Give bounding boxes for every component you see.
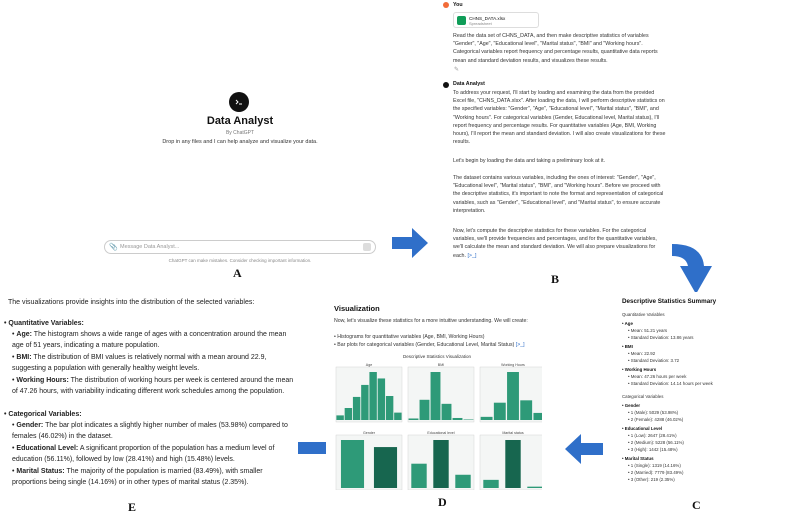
assistant-paragraph-2: Let's begin by loading the data and taking a preliminary look at it. <box>453 158 606 164</box>
bmi-sd: • Standard Deviation: 3.72 <box>628 358 680 363</box>
chart-bar <box>527 487 542 488</box>
panel-label-d: D <box>438 495 447 509</box>
assistant-paragraph-1: To address your request, I'll start by loading and examining the data from the provided Excel file, "CHNS_DATA.xlsx". After loading the data, I will perform descriptive statistics on the specified variables: "Gender", "Age", "Educational level", "Marital status", "BMI", and "Working hours". For categorical variables (Gender, Educational level, Marital status), I'll report frequency and percentage results. For quantitative variables (Age, BMI, Working hours), I'll report the mean and standard deviation. I will also create visualizations for these results. <box>453 90 666 146</box>
file-name: CHNS_DATA.xlsx <box>469 16 506 21</box>
gender-2: • 2 (Female): 4288 (46.02%) <box>628 417 684 422</box>
arrow-a-to-b-icon <box>392 228 428 258</box>
chart-bar <box>336 415 343 420</box>
chart-bar <box>453 418 463 420</box>
file-type: Spreadsheet <box>469 21 492 26</box>
marital-1: • 1 (Single): 1319 (14.16%) <box>628 463 681 468</box>
chart-bar <box>483 480 498 488</box>
assistant-paragraph-4 <box>453 227 667 260</box>
gpt-title: Data Analyst <box>206 115 274 127</box>
chart-bar <box>433 440 448 488</box>
chart-bar <box>411 464 426 488</box>
panel-label-e: E <box>128 500 137 514</box>
chart-bar <box>341 440 364 488</box>
attach-paperclip-icon[interactable]: 📎 <box>109 244 118 251</box>
insights-marital: • Marital Status: The majority of the population is married (83.49%), with smaller proportions being single (14.16%) or in other types of marital status (2.35%). <box>12 468 263 487</box>
chart-subtitle: BMI <box>437 363 445 367</box>
chart-bar <box>455 475 470 488</box>
insights-cat-heading: • Categorical Variables: <box>4 411 82 418</box>
disclaimer-text: ChatGPT can make mistakes. Consider checking important information. <box>168 258 312 263</box>
insights-gender: • Gender: The bar plot indicates a slightly higher number of males (53.98%) compared to females (46.02%) in the dataset. <box>12 422 288 441</box>
code-link-button-d[interactable]: [>_] <box>515 342 525 348</box>
gender-1: • 1 (Male): 5029 (53.98%) <box>628 410 679 415</box>
message-input[interactable] <box>104 240 376 254</box>
chart-bar <box>394 413 401 420</box>
insights-education: • Educational Level: A significant proportion of the population has a medium level of education (56.11%), followed by low (28.41%) and high (15.48%) levels. <box>12 445 275 464</box>
summary-title: Descriptive Statistics Summary <box>622 298 717 305</box>
attached-file-card[interactable] <box>453 12 539 28</box>
chart-subtitle: Gender <box>363 431 375 435</box>
gpt-author: By ChatGPT <box>225 130 255 136</box>
chart-bar <box>374 447 397 488</box>
chart-subtitle: Marital status <box>502 431 524 435</box>
insights-age: • Age: The histogram shows a wide range of ages with a concentration around the mean age of 51 years, indicating a mature population. <box>12 331 287 350</box>
user-avatar <box>443 2 449 8</box>
panel-b-conversation <box>438 0 670 286</box>
chart-frame <box>408 367 474 422</box>
user-name: You <box>453 2 463 8</box>
chart-bar <box>420 400 430 420</box>
marital-2: • 2 (Married): 7779 (83.49%) <box>628 470 684 475</box>
marital-3: • 3 (Other): 219 (2.35%) <box>628 477 675 482</box>
marital-label: • Marital Status <box>622 456 654 461</box>
code-link-button[interactable]: [>_] <box>467 252 477 259</box>
panel-d-visualization <box>310 298 560 509</box>
cat-heading: Categorical Variables <box>622 394 664 399</box>
chart-bar <box>409 418 419 420</box>
wh-mean: • Mean: 47.26 hours per week <box>628 374 687 379</box>
assistant-name: Data Analyst <box>453 81 485 87</box>
visualization-title: Visualization <box>334 304 380 313</box>
age-mean: • Mean: 51.21 years <box>628 328 668 333</box>
panel-label-b: B <box>551 272 560 286</box>
spreadsheet-icon <box>457 16 466 25</box>
chart-bar <box>361 385 368 420</box>
visualization-bullet-1: • Histograms for quantitative variables (Age, BMI, Working Hours) <box>334 334 485 340</box>
chart-bar <box>481 417 493 420</box>
chart-bar <box>533 413 542 420</box>
chart-subtitle: Age <box>365 363 373 367</box>
visualization-bullet-2: • Bar plots for categorical variables (Gender, Educational Level, Marital Status) [>_] <box>334 342 525 348</box>
descriptive-statistics-chart <box>332 352 542 490</box>
age-label: • Age <box>622 321 633 326</box>
chart-title: Descriptive Statistics Visualization <box>403 354 471 359</box>
assistant-avatar <box>443 82 449 88</box>
arrow-c-to-d-icon <box>565 434 603 464</box>
chart-bar <box>442 404 452 420</box>
panel-c-statistics-summary <box>612 292 800 520</box>
wh-label: • Working Hours <box>622 367 657 372</box>
message-placeholder: Message Data Analyst... <box>120 244 180 250</box>
chart-bar <box>386 396 393 420</box>
user-message: Read the data set of CHNS_DATA, and then make descriptive statistics of variables "Gender", "Age", "Educational level", "Marital status", "BMI" and "Working hours". Categorical variables report frequency and percentage results, quantitative data reports mean and standard deviation results, and visualizes these results. <box>453 33 658 64</box>
chart-bar <box>378 378 385 420</box>
assistant-paragraph-3: The dataset contains various variables, including the ones of interest: "Gender", "Age", "Educational level", "Marital status", "BMI", and "Working hours". Before we proceed with the descriptive statistics, it's important to note the format and representation of categorical variables, such as "Gender", "Educational level", and "Marital status", to ensure accurate interpretation. <box>453 175 664 214</box>
chart-bar <box>505 440 520 488</box>
chart-bar <box>464 419 474 420</box>
bmi-mean: • Mean: 22.92 <box>628 351 656 356</box>
arrow-b-to-c-icon <box>672 240 722 296</box>
assistant-paragraph-4-text: Now, let's compute the descriptive statistics for these variables. For the categorical variables, we'll provide frequencies and percentages, and for the quantitative variables, we'll calculate the mean and standard deviation. We will also prepare visualizations for each. <box>453 228 657 259</box>
panel-label-a: A <box>233 266 242 280</box>
chart-subtitle: Working Hours <box>501 363 525 367</box>
quant-heading: Quantitative Variables <box>622 312 665 317</box>
edu-label: • Educational Level <box>622 426 663 431</box>
chart-bar <box>431 372 441 420</box>
insights-quant-heading: • Quantitative Variables: <box>4 320 84 327</box>
bmi-label: • BMI <box>622 344 633 349</box>
insights-working-hours: • Working Hours: The distribution of working hours per week is centered around the mean of 47.26 hours, with variability indicating different work schedules among the population. <box>12 377 294 396</box>
edu-1: • 1 (Low): 2647 (28.41%) <box>628 433 677 438</box>
age-sd: • Standard Deviation: 13.86 years <box>628 335 694 340</box>
chart-bar <box>507 372 519 420</box>
insights-intro: The visualizations provide insights into the distribution of the selected variables: <box>8 299 255 306</box>
chart-bar <box>353 397 360 420</box>
chart-bar <box>369 372 376 420</box>
gpt-description: Drop in any files and I can help analyze and visualize your data. <box>162 139 318 145</box>
insights-bmi: • BMI: The distribution of BMI values is relatively normal with a mean around 22.9, suggesting a population with generally healthy weight levels. <box>12 354 267 373</box>
edit-pencil-icon[interactable]: ✎ <box>454 67 460 73</box>
chart-bar <box>520 400 532 420</box>
edu-3: • 3 (High): 1442 (15.48%) <box>628 447 678 452</box>
chart-bar <box>494 403 506 420</box>
chart-bar <box>345 408 352 420</box>
chart-subtitle: Educational level <box>427 431 455 435</box>
panel-e-insights <box>0 292 298 520</box>
wh-sd: • Standard Deviation: 14.14 hours per week <box>628 381 713 386</box>
data-analyst-logo-icon <box>229 92 249 112</box>
send-button[interactable] <box>363 243 371 251</box>
gender-label: • Gender <box>622 403 641 408</box>
visualization-intro: Now, let's visualize these statistics for a more intuitive understanding. We will create: <box>334 318 528 324</box>
panel-a-chat-start <box>0 0 400 280</box>
edu-2: • 2 (Medium): 5228 (56.11%) <box>628 440 684 445</box>
panel-label-c: C <box>692 498 701 512</box>
